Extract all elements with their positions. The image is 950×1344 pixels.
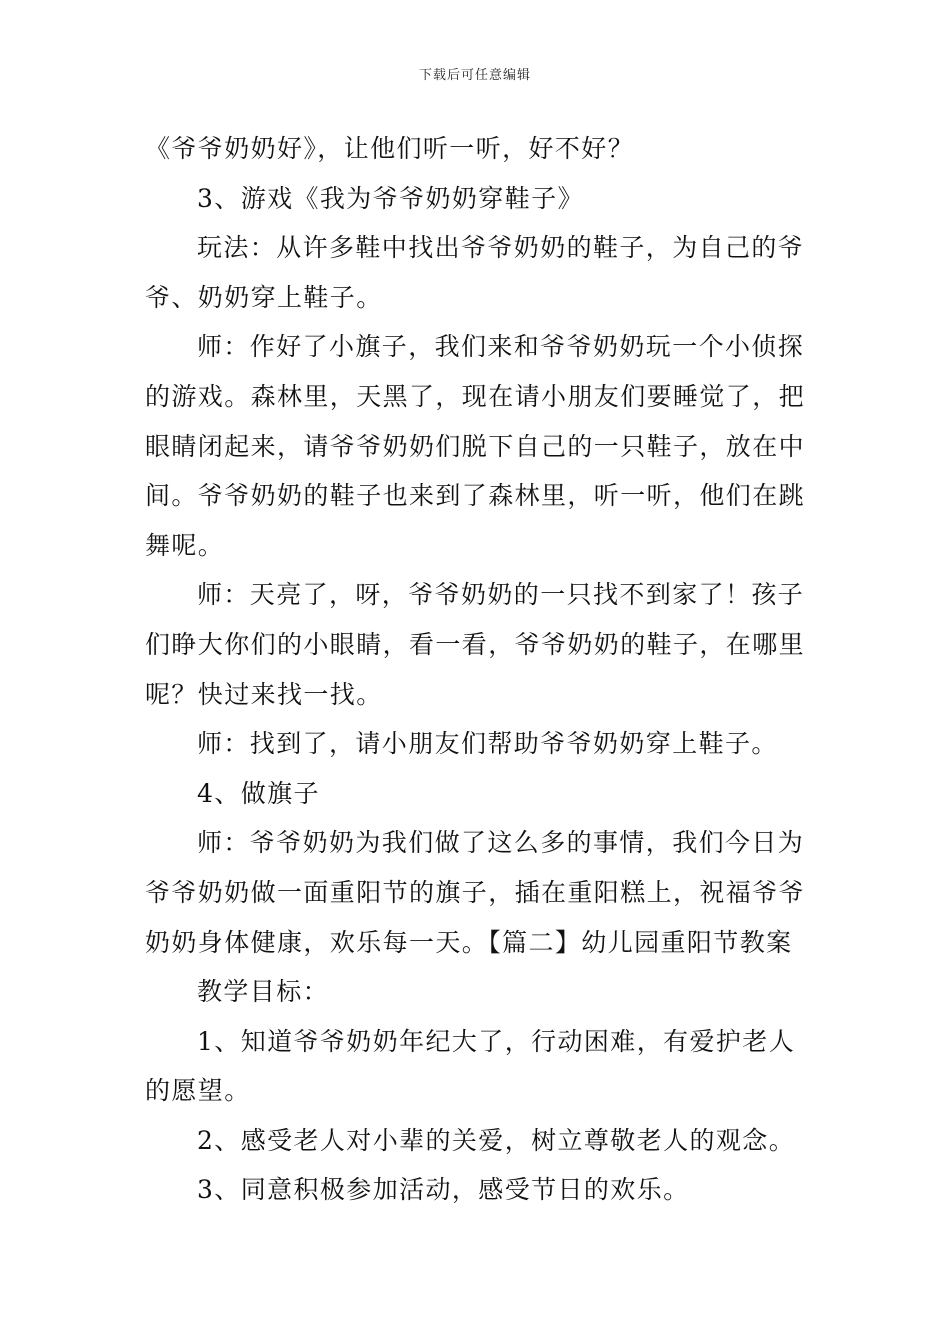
paragraph: 2、感受老人对小辈的关爱，树立尊敬老人的观念。 bbox=[197, 1125, 796, 1155]
paragraph: 师：天亮了，呀，爷爷奶奶的一只找不到家了！孩子们睁大你们的小眼睛，看一看，爷爷奶奶的鞋子，在哪里呢？快过来找一找。 bbox=[145, 580, 806, 709]
paragraph: 1、知道爷爷奶奶年纪大了，行动困难，有爱护老人的愿望。 bbox=[145, 1026, 796, 1106]
page-header: 下载后可任意编辑 bbox=[418, 68, 531, 83]
paragraph: 3、游戏《我为爷爷奶奶穿鞋子》 bbox=[197, 183, 584, 213]
paragraph: 师：找到了，请小朋友们帮助爷爷奶奶穿上鞋子。 bbox=[197, 729, 778, 759]
paragraph: 师：作好了小旗子，我们来和爷爷奶奶玩一个小侦探的游戏。森林里，天黑了，现在请小朋友们要睡觉了，把眼睛闭起来，请爷爷奶奶们脱下自己的一只鞋子，放在中间。爷爷奶奶的鞋子也来到了森林里，听一听，他们在跳舞呢。 bbox=[145, 332, 806, 560]
paragraph: 师：爷爷奶奶为我们做了这么多的事情，我们今日为爷爷奶奶做一面重阳节的旗子，插在重阳糕上，祝福爷爷奶奶身体健康，欢乐每一天。【篇二】幼儿园重阳节教案 bbox=[145, 828, 806, 957]
paragraph: 玩法：从许多鞋中找出爷爷奶奶的鞋子，为自己的爷爷、奶奶穿上鞋子。 bbox=[145, 233, 805, 312]
document-body bbox=[145, 124, 809, 1215]
paragraph: 《爷爷奶奶好》，让他们听一听，好不好？ bbox=[145, 134, 635, 163]
paragraph: 4、做旗子 bbox=[197, 778, 320, 808]
paragraph: 教学目标： bbox=[197, 977, 330, 1007]
paragraph: 3、同意积极参加活动，感受节日的欢乐。 bbox=[197, 1175, 690, 1205]
